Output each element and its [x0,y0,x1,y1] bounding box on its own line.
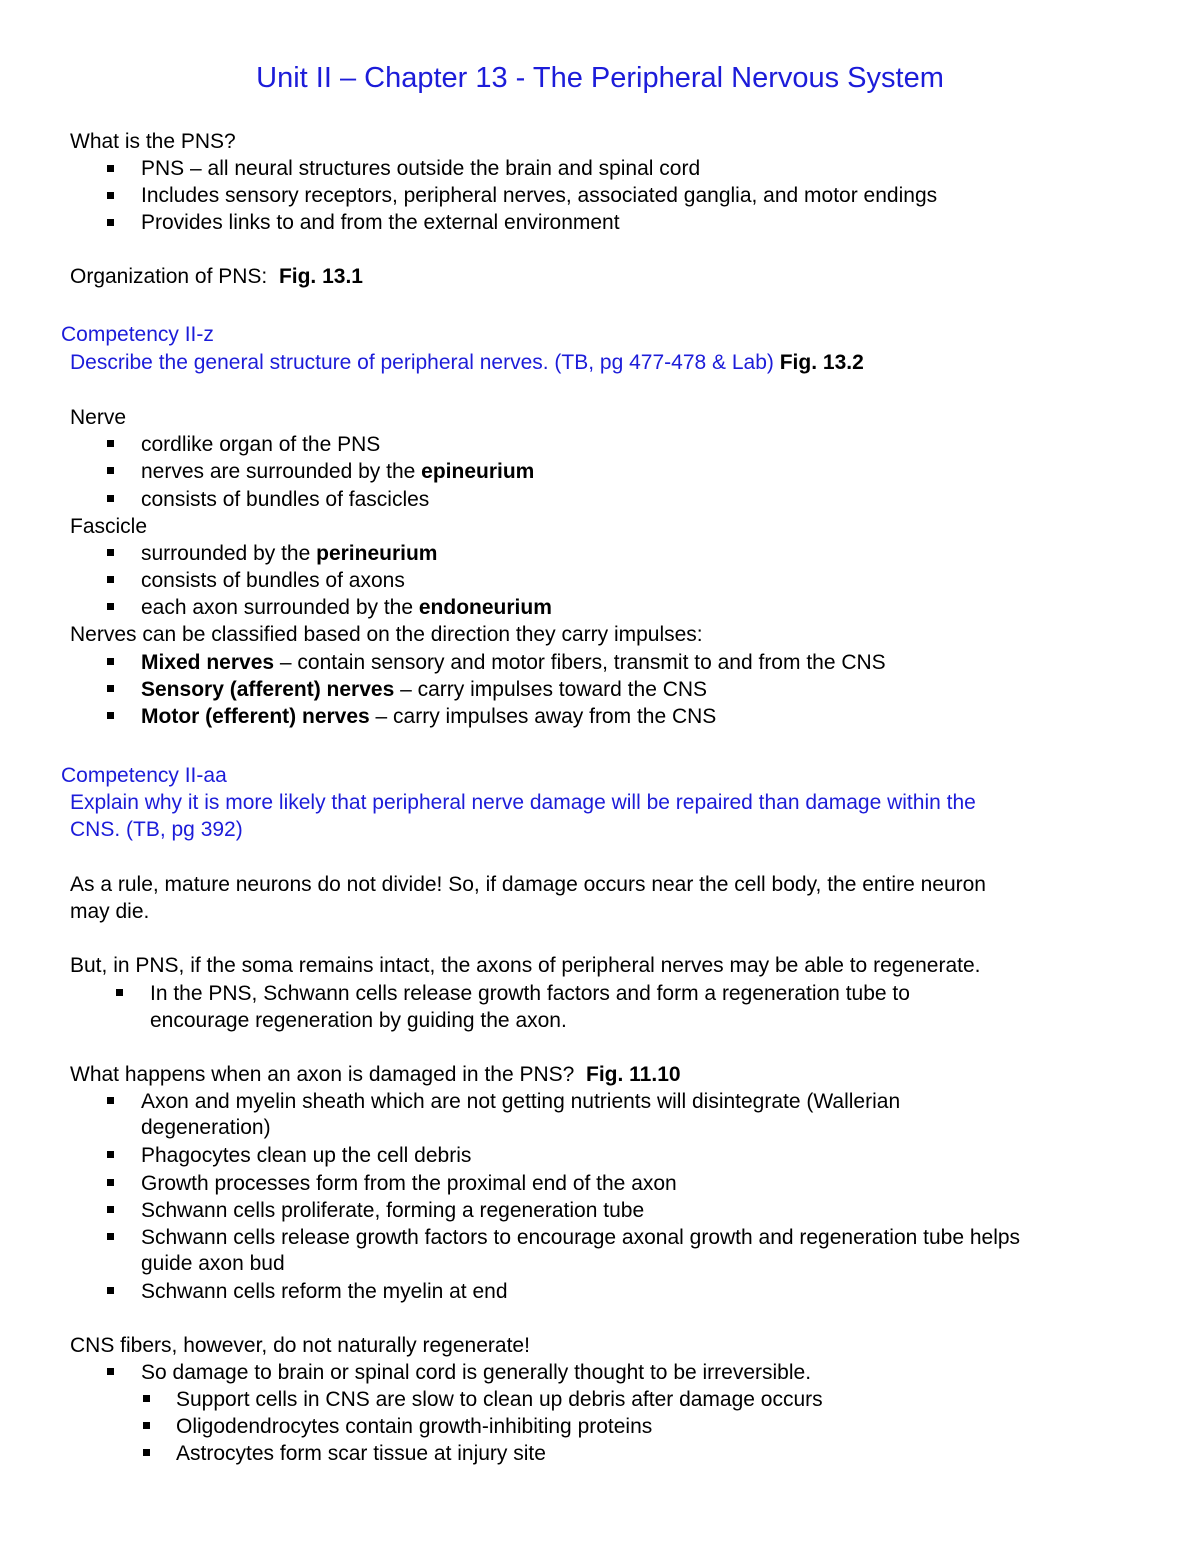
fascicle-heading: Fascicle [70,515,148,538]
pns-item: Includes sensory receptors, peripheral nerves, associated ganglia, and motor endings [141,184,938,207]
item-text: each axon surrounded by the [141,596,419,619]
nerve-item: consists of bundles of fascicles [141,488,430,511]
organization-label: Organization of PNS: [70,265,268,288]
term-epineurium: epineurium [421,460,535,483]
pns-item: PNS – all neural structures outside the brain and spinal cord [141,157,701,180]
pns-heading: What is the PNS? [70,130,236,153]
bullet-icon [143,1449,150,1456]
term-perineurium: perineurium [316,542,438,565]
bullet-icon [143,1395,150,1402]
classify-item [141,703,716,730]
bullet-icon [116,989,123,996]
bullet-icon [107,685,114,692]
term-mixed-nerves: Mixed nerves [141,651,275,674]
pns-item: Provides links to and from the external environment [141,211,620,234]
bullet-icon [107,1368,114,1375]
bullet-icon [107,495,114,502]
cns-subitem: Oligodendrocytes contain growth-inhibiting proteins [176,1415,653,1438]
term-motor-nerves: Motor (efferent) nerves [141,705,370,728]
bullet-icon [107,603,114,610]
fascicle-item [141,594,552,621]
classify-heading: Nerves can be classified based on the direction they carry impulses: [70,623,703,646]
cns-subitem: Support cells in CNS are slow to clean up debris after damage occurs [176,1388,823,1411]
bullet-icon [107,1179,114,1186]
bullet-icon [107,192,114,199]
page-title: Unit II – Chapter 13 - The Peripheral Nervous System [256,62,944,94]
bullet-icon [107,1097,114,1104]
item-text: surrounded by the [141,542,317,565]
fascicle-item: consists of bundles of axons [141,569,405,592]
bullet-icon [107,1151,114,1158]
nerve-item [141,458,534,485]
nerve-item: cordlike organ of the PNS [141,433,381,456]
organization-line [70,263,363,290]
item-text: nerves are surrounded by the [141,460,422,483]
bullet-icon [107,712,114,719]
damage-item: Schwann cells reform the myelin at end [141,1280,508,1303]
figure-ref: Fig. 13.2 [779,351,864,374]
item-text: – contain sensory and motor fibers, transmit to and from the CNS [274,651,886,674]
damage-question: What happens when an axon is damaged in the PNS? [70,1063,575,1086]
competency-objective [70,349,864,376]
item-text: – carry impulses toward the CNS [394,678,708,701]
damage-item: Schwann cells release growth factors to encourage axonal growth and regeneration tube helps [141,1226,1021,1249]
term-sensory-nerves: Sensory (afferent) nerves [141,678,395,701]
damage-heading [70,1061,681,1088]
nerve-heading: Nerve [70,406,127,429]
competency-objective: Explain why it is more likely that peripheral nerve damage will be repaired than damage within the [70,791,976,814]
figure-ref: Fig. 11.10 [586,1063,681,1086]
competency-objective-cont: CNS. (TB, pg 392) [70,818,243,841]
classify-item [141,676,707,703]
bullet-icon [107,165,114,172]
damage-item-cont: degeneration) [141,1116,271,1139]
bullet-icon [107,576,114,583]
classify-item [141,649,886,676]
damage-item: Phagocytes clean up the cell debris [141,1144,472,1167]
objective-text: Describe the general structure of peripheral nerves. (TB, pg 477-478 & Lab) [70,351,774,374]
bullet-icon [107,440,114,447]
figure-ref: Fig. 13.1 [278,265,363,288]
cns-heading: CNS fibers, however, do not naturally regenerate! [70,1334,530,1357]
but-item-cont: encourage regeneration by guiding the axon. [150,1009,567,1032]
item-text: – carry impulses away from the CNS [369,705,717,728]
fascicle-item [141,540,437,567]
bullet-icon [107,1287,114,1294]
rule-text-cont: may die. [70,900,150,923]
damage-item: Growth processes form from the proximal end of the axon [141,1172,677,1195]
but-item: In the PNS, Schwann cells release growth factors and form a regeneration tube to [150,982,910,1005]
cns-subitem: Astrocytes form scar tissue at injury site [176,1442,546,1465]
damage-item: Schwann cells proliferate, forming a regeneration tube [141,1199,645,1222]
bullet-icon [107,1233,114,1240]
damage-item-cont: guide axon bud [141,1252,285,1275]
bullet-icon [107,219,114,226]
but-text: But, in PNS, if the soma remains intact, the axons of peripheral nerves may be able to regenerate. [70,954,981,977]
damage-item: Axon and myelin sheath which are not getting nutrients will disintegrate (Wallerian [141,1090,901,1113]
bullet-icon [107,658,114,665]
term-endoneurium: endoneurium [418,596,552,619]
bullet-icon [107,549,114,556]
competency-label: Competency II-z [61,323,214,346]
bullet-icon [107,467,114,474]
cns-item: So damage to brain or spinal cord is generally thought to be irreversible. [141,1361,812,1384]
rule-text: As a rule, mature neurons do not divide! So, if damage occurs near the cell body, the entire neuron [70,873,986,896]
competency-label: Competency II-aa [61,764,227,787]
bullet-icon [107,1206,114,1213]
bullet-icon [143,1422,150,1429]
